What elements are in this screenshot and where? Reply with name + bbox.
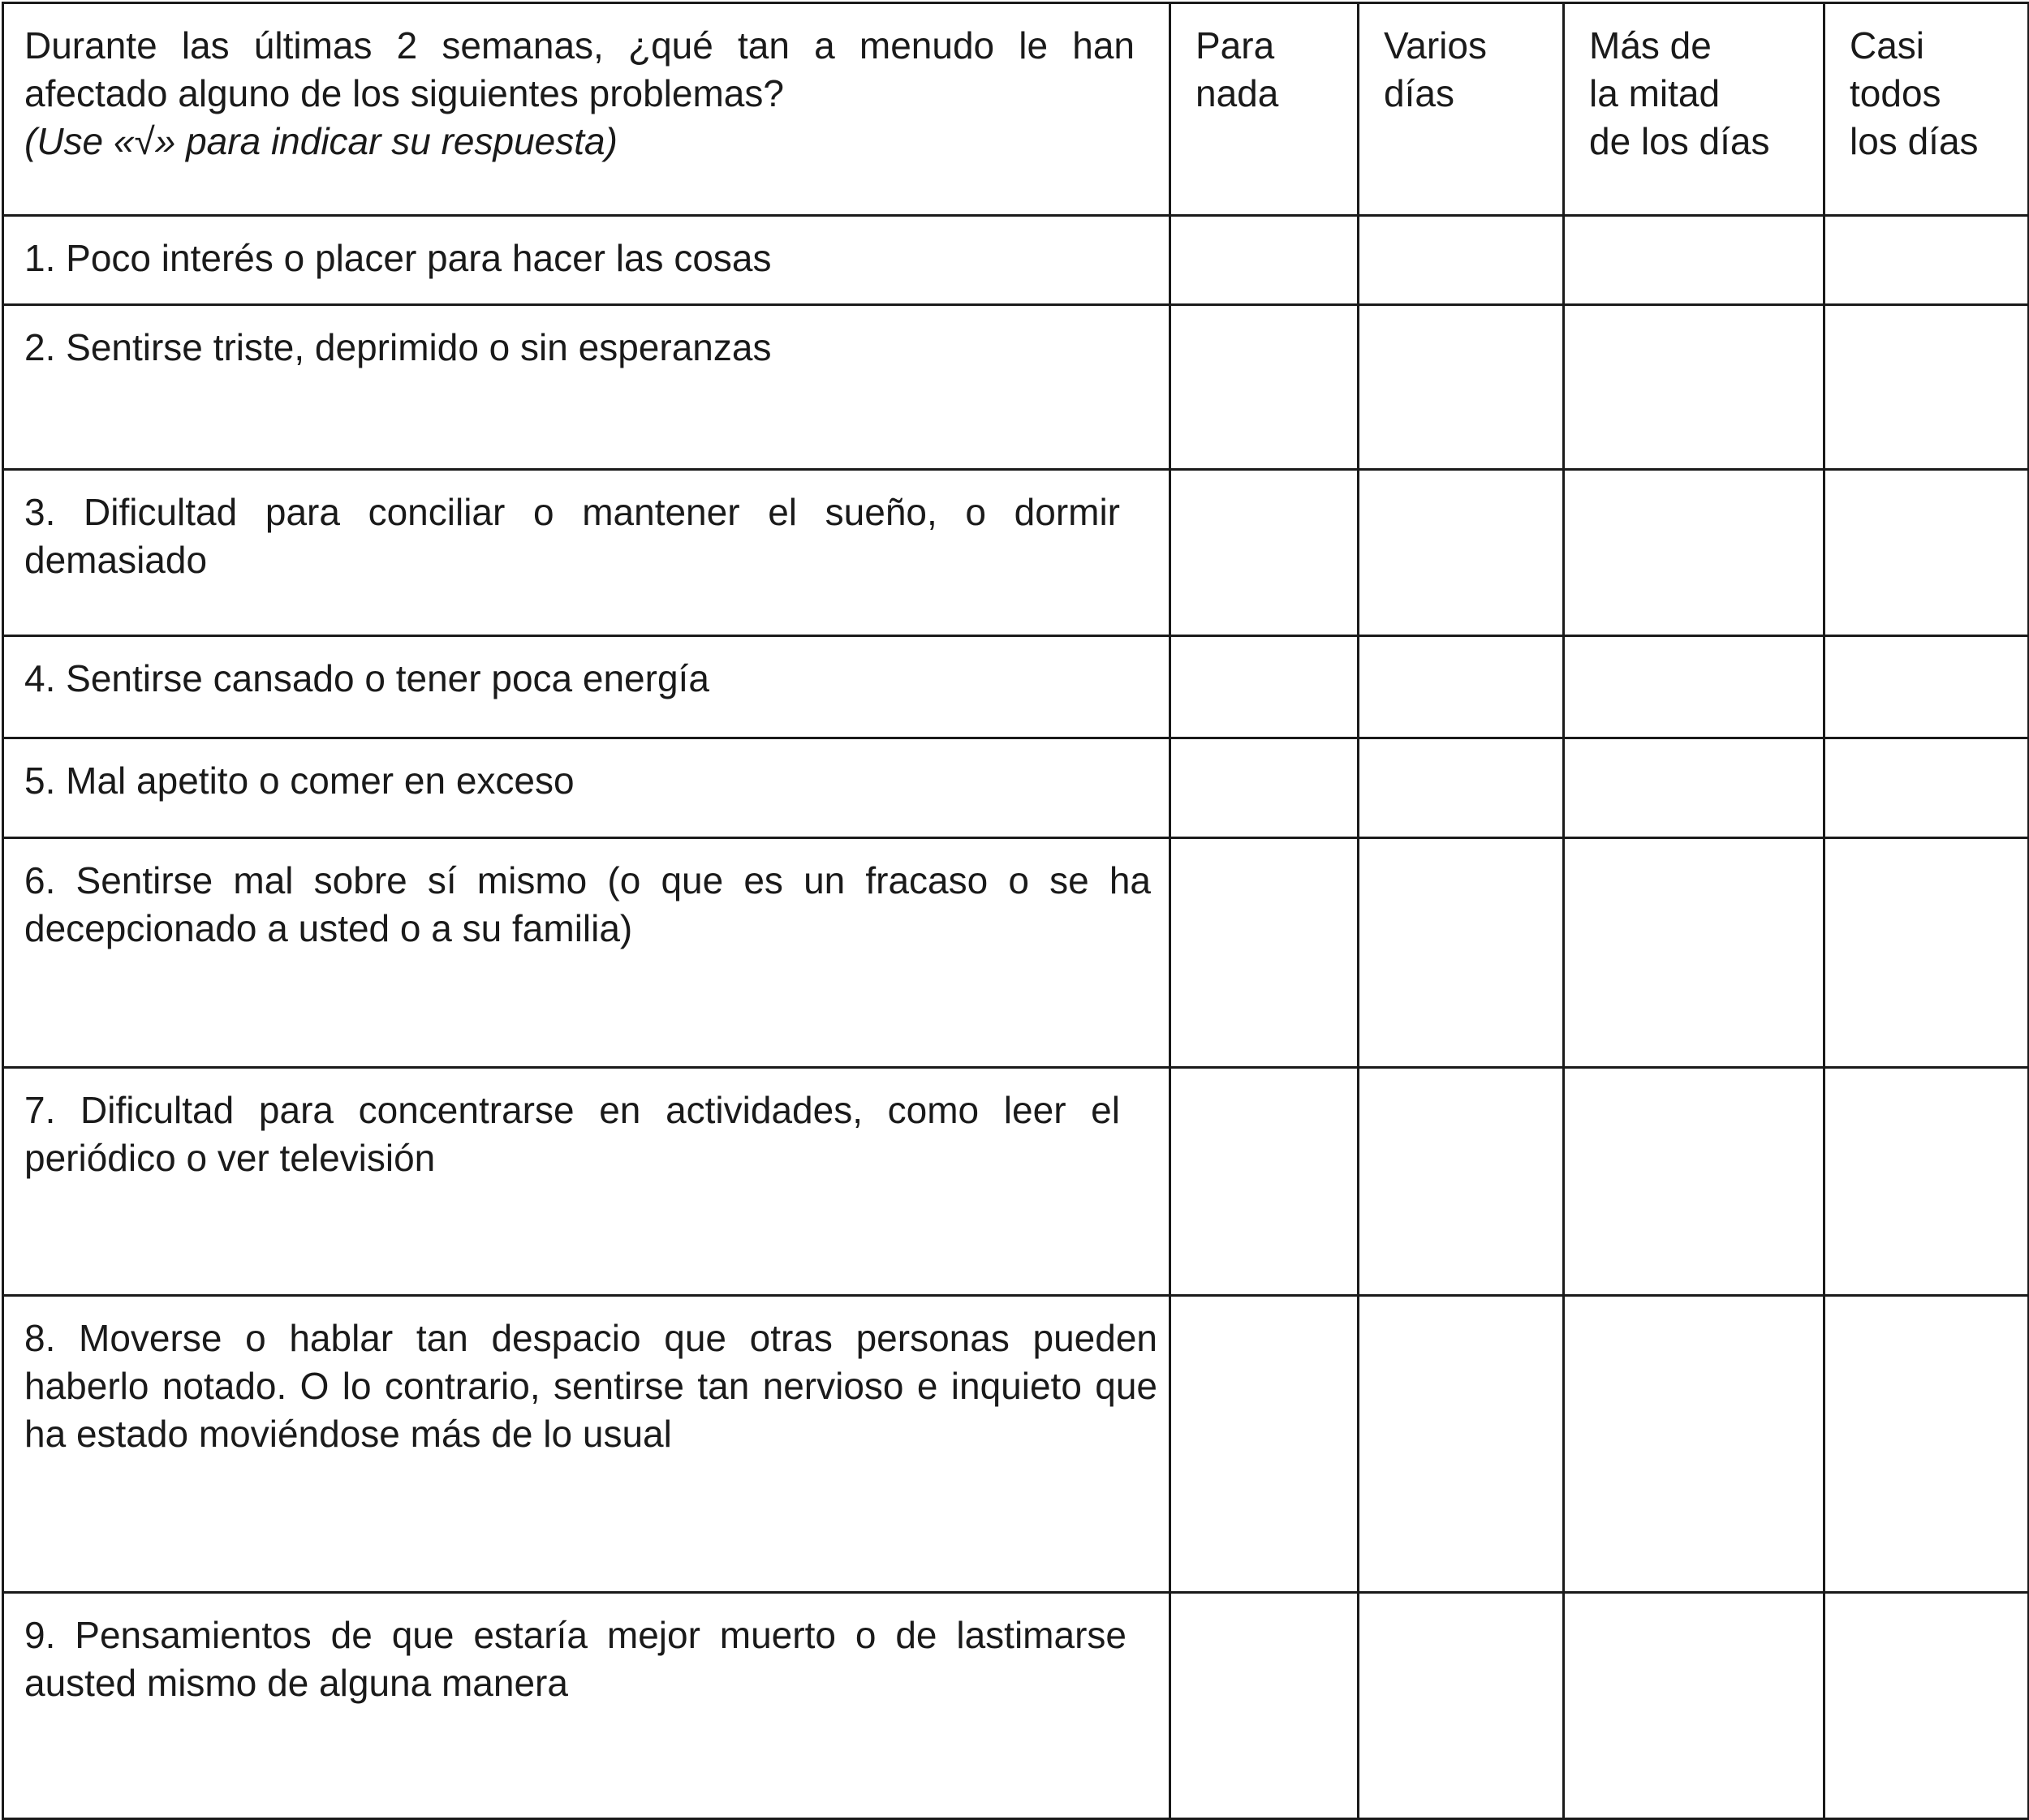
table-row xyxy=(3,470,2029,636)
option-label: Para nada xyxy=(1195,24,1279,114)
answer-cell[interactable] xyxy=(1824,470,2029,636)
item-text: 3. Dificultad para conciliar o mantener el sueño, o dormir demasiado xyxy=(24,491,1120,581)
answer-cell[interactable] xyxy=(1824,1068,2029,1296)
table-row xyxy=(3,1068,2029,1296)
answer-cell[interactable] xyxy=(1170,216,1359,305)
answer-cell[interactable] xyxy=(1564,636,1824,738)
item-text: 5. Mal apetito o comer en exceso xyxy=(24,759,575,802)
answer-cell[interactable] xyxy=(1824,838,2029,1068)
table-row xyxy=(3,1593,2029,1819)
item-text: 6. Sentirse mal sobre sí mismo (o que es un fracaso o se ha decepcionado a usted o a su familia) xyxy=(24,859,1151,949)
item-text-cell xyxy=(3,838,1170,1068)
table-row xyxy=(3,738,2029,838)
answer-cell[interactable] xyxy=(1359,1593,1564,1819)
answer-cell[interactable] xyxy=(1564,1068,1824,1296)
table-row xyxy=(3,1296,2029,1593)
item-text-cell xyxy=(3,636,1170,738)
answer-cell[interactable] xyxy=(1170,1593,1359,1819)
item-text: 9. Pensamientos de que estaría mejor muerto o de lastimarse austed mismo de alguna manera xyxy=(24,1614,1127,1704)
answer-cell[interactable] xyxy=(1359,216,1564,305)
answer-cell[interactable] xyxy=(1359,838,1564,1068)
option-label: Más de la mitad de los días xyxy=(1589,24,1770,162)
answer-cell[interactable] xyxy=(1170,305,1359,470)
item-text-cell xyxy=(3,738,1170,838)
item-text: 4. Sentirse cansado o tener poca energía xyxy=(24,657,709,699)
answer-cell[interactable] xyxy=(1564,738,1824,838)
item-text: 7. Dificultad para concentrarse en actividades, como leer el periódico o ver televisión xyxy=(24,1089,1120,1179)
answer-cell[interactable] xyxy=(1824,1296,2029,1593)
header-question: Durante las últimas 2 semanas, ¿qué tan a menudo le han afectado alguno de los siguientes problemas? xyxy=(24,24,1135,114)
option-label: Casi todos los días xyxy=(1850,24,1979,162)
header-row xyxy=(3,3,2029,216)
table-row xyxy=(3,838,2029,1068)
option-header-varios-dias xyxy=(1359,3,1564,216)
item-text-cell xyxy=(3,470,1170,636)
answer-cell[interactable] xyxy=(1170,738,1359,838)
answer-cell[interactable] xyxy=(1359,1296,1564,1593)
answer-cell[interactable] xyxy=(1824,738,2029,838)
answer-cell[interactable] xyxy=(1824,1593,2029,1819)
answer-cell[interactable] xyxy=(1564,838,1824,1068)
answer-cell[interactable] xyxy=(1170,1068,1359,1296)
answer-cell[interactable] xyxy=(1564,1296,1824,1593)
answer-cell[interactable] xyxy=(1359,1068,1564,1296)
answer-cell[interactable] xyxy=(1359,636,1564,738)
answer-cell[interactable] xyxy=(1170,470,1359,636)
answer-cell[interactable] xyxy=(1564,470,1824,636)
table-row xyxy=(3,305,2029,470)
answer-cell[interactable] xyxy=(1824,636,2029,738)
item-text: 8. Moverse o hablar tan despacio que otras personas pueden haberlo notado. O lo contrario, sentirse tan nervioso e inquieto que ha estado moviéndose más de lo usual xyxy=(24,1317,1157,1455)
item-text-cell xyxy=(3,305,1170,470)
answer-cell[interactable] xyxy=(1824,216,2029,305)
header-question-cell xyxy=(3,3,1170,216)
table-row xyxy=(3,636,2029,738)
option-header-para-nada xyxy=(1170,3,1359,216)
option-header-mas-de-la-mitad xyxy=(1564,3,1824,216)
answer-cell[interactable] xyxy=(1170,1296,1359,1593)
option-label: Varios días xyxy=(1384,24,1487,114)
answer-cell[interactable] xyxy=(1564,1593,1824,1819)
item-text-cell xyxy=(3,1068,1170,1296)
item-text-cell xyxy=(3,1593,1170,1819)
phq9-table xyxy=(2,2,2029,1820)
answer-cell[interactable] xyxy=(1359,470,1564,636)
item-text-cell xyxy=(3,216,1170,305)
option-header-casi-todos xyxy=(1824,3,2029,216)
item-text: 1. Poco interés o placer para hacer las cosas xyxy=(24,237,772,279)
item-text: 2. Sentirse triste, deprimido o sin esperanzas xyxy=(24,326,772,368)
answer-cell[interactable] xyxy=(1564,216,1824,305)
answer-cell[interactable] xyxy=(1359,305,1564,470)
item-text-cell xyxy=(3,1296,1170,1593)
table-row xyxy=(3,216,2029,305)
answer-cell[interactable] xyxy=(1359,738,1564,838)
header-instruction: (Use «√» para indicar su respuesta) xyxy=(24,120,618,162)
answer-cell[interactable] xyxy=(1564,305,1824,470)
answer-cell[interactable] xyxy=(1170,838,1359,1068)
answer-cell[interactable] xyxy=(1170,636,1359,738)
answer-cell[interactable] xyxy=(1824,305,2029,470)
